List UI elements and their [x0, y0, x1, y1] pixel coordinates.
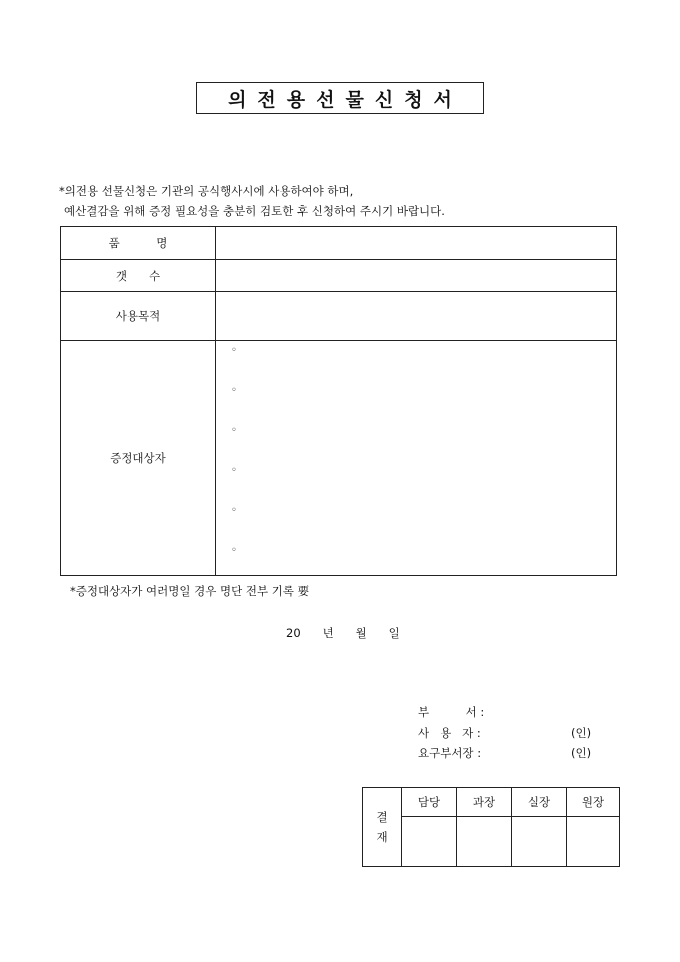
recipient-bullet-4: ◦	[231, 465, 237, 476]
approval-header-section-chief: 과장	[457, 788, 511, 817]
page-title: 의전용선물신청서	[228, 88, 463, 111]
notice-line-1: *의전용 선물신청은 기관의 공식행사시에 사용하여야 하며,	[59, 184, 354, 198]
item-name-row	[61, 227, 616, 259]
recipient-bullet-2: ◦	[231, 385, 237, 396]
item-name-label: 품 명	[61, 227, 216, 259]
recipients-field[interactable]	[216, 341, 616, 575]
recipient-bullet-6: ◦	[231, 545, 237, 556]
approval-header-office-head: 실장	[512, 788, 566, 817]
footnote: *증정대상자가 여러명일 경우 명단 전부 기록 要	[70, 584, 310, 598]
approval-side-char-2: 재	[376, 830, 388, 844]
approval-header-director: 원장	[567, 788, 619, 817]
date-line: 20 년 월 일	[286, 626, 400, 640]
approval-col-staff[interactable]	[402, 788, 457, 866]
recipients-row	[61, 340, 616, 575]
item-name-field[interactable]	[216, 227, 616, 259]
purpose-row	[61, 291, 616, 340]
recipients-label: 증정대상자	[61, 341, 216, 575]
approval-table	[362, 787, 620, 867]
quantity-field[interactable]	[216, 260, 616, 291]
title-box	[196, 82, 484, 114]
approval-col-section-chief[interactable]	[457, 788, 512, 866]
approval-col-director[interactable]	[567, 788, 619, 866]
recipient-bullet-1: ◦	[231, 345, 237, 356]
manager-seal: (인)	[571, 746, 592, 760]
recipient-bullet-5: ◦	[231, 505, 237, 516]
quantity-label: 갯 수	[61, 260, 216, 291]
user-label: 사 용 자 :	[418, 726, 481, 740]
purpose-field[interactable]	[216, 292, 616, 340]
recipient-bullet-3: ◦	[231, 425, 237, 436]
approval-side-char-1: 결	[376, 810, 388, 824]
quantity-row	[61, 259, 616, 291]
request-form-table	[60, 226, 617, 576]
approval-header-staff: 담당	[402, 788, 456, 817]
approval-side-label	[363, 788, 402, 866]
department-label: 부 서 :	[418, 705, 485, 719]
requesting-manager-label: 요구부서장 :	[418, 746, 482, 760]
purpose-label: 사용목적	[61, 292, 216, 340]
approval-col-office-head[interactable]	[512, 788, 567, 866]
user-seal: (인)	[571, 726, 592, 740]
notice-line-2: 예산결감을 위해 증정 필요성을 충분히 검토한 후 신청하여 주시기 바랍니다.	[64, 204, 445, 218]
